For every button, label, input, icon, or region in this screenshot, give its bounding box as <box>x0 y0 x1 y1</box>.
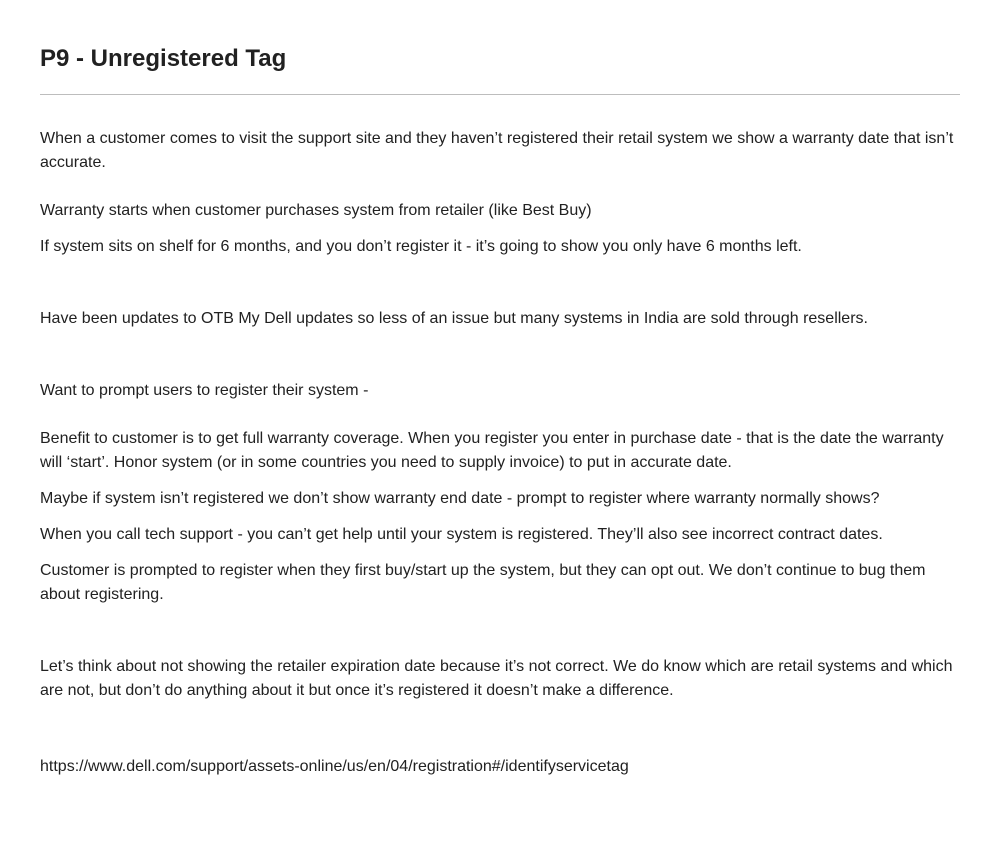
registration-link[interactable]: https://www.dell.com/support/assets-online/us/en/04/registration#/identifyservicetag <box>40 758 629 775</box>
paragraph-5: Want to prompt users to register their system - <box>40 382 369 399</box>
title-divider <box>40 94 960 95</box>
paragraph-7: Maybe if system isn’t registered we don’t show warranty end date - prompt to register where warranty normally shows? <box>40 490 880 507</box>
paragraph-2: Warranty starts when customer purchases system from retailer (like Best Buy) <box>40 202 592 219</box>
paragraph-6: Benefit to customer is to get full warranty coverage. When you register you enter in purchase date - that is the date the warranty will ‘start’. Honor system (or in some countries you need to supply invoice) to put in accurate date. <box>40 430 944 471</box>
paragraph-10: Let’s think about not showing the retailer expiration date because it’s not correct. We do know which are retail systems and which are not, but don’t do anything about it but once it’s registered it doesn’t make a difference. <box>40 658 953 699</box>
paragraph-4: Have been updates to OTB My Dell updates so less of an issue but many systems in India are sold through resellers. <box>40 310 868 327</box>
paragraph-8: When you call tech support - you can’t get help until your system is registered. They’ll also see incorrect contract dates. <box>40 526 883 543</box>
paragraph-1: When a customer comes to visit the support site and they haven’t registered their retail system we show a warranty date that isn’t accurate. <box>40 130 954 171</box>
paragraph-3: If system sits on shelf for 6 months, and you don’t register it - it’s going to show you only have 6 months left. <box>40 238 802 255</box>
page-title: P9 - Unregistered Tag <box>40 45 287 72</box>
paragraph-9: Customer is prompted to register when they first buy/start up the system, but they can opt out. We don’t continue to bug them about registering. <box>40 562 926 603</box>
